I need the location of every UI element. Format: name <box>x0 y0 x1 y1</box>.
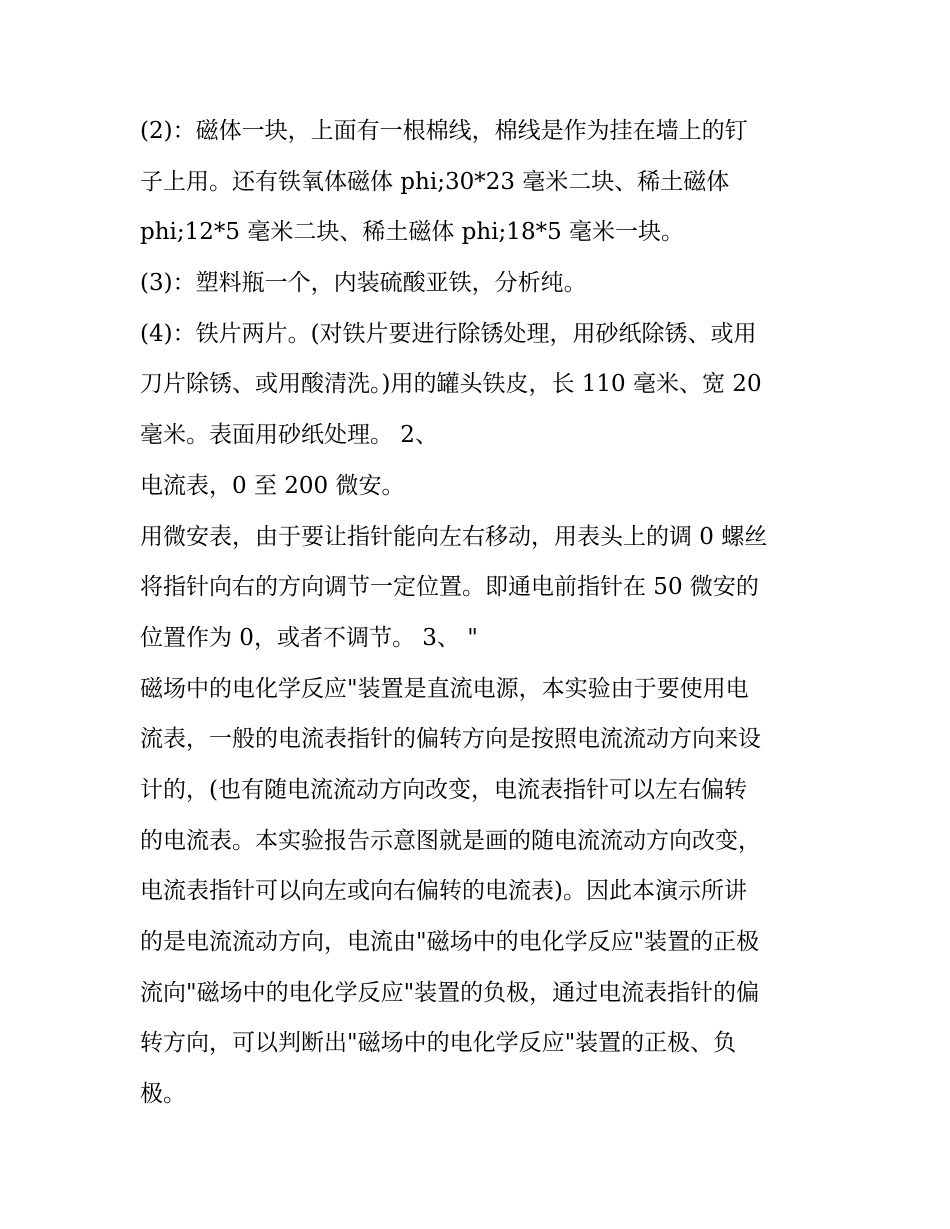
text-line: (4)：铁片两片。(对铁片要进行除锈处理，用砂纸除锈、或用 <box>140 320 757 347</box>
text-line: 磁场中的电化学反应"装置是直流电源，本实验由于要使用电 <box>140 675 749 702</box>
text-line: phi;12*5 毫米二块、稀土磁体 phi;18*5 毫米一块。 <box>140 219 685 246</box>
text-line: 电流表，0 至 200 微安。 <box>140 472 405 499</box>
text-line: 将指针向右的方向调节一定位置。即通电前指针在 50 微安的 <box>140 574 759 601</box>
text-line: 极。 <box>140 1081 186 1108</box>
text-line: 的是电流流动方向，电流由"磁场中的电化学反应"装置的正极 <box>140 929 760 955</box>
text-line: 位置作为 0，或者不调节。 3、 " <box>140 624 478 651</box>
text-line: 转方向，可以判断出"磁场中的电化学反应"装置的正极、负 <box>140 1030 737 1057</box>
text-line: 的电流表。本实验报告示意图就是画的随电流流动方向改变， <box>140 827 761 854</box>
text-line: 刀片除锈、或用酸清洗。)用的罐头铁皮，长 110 毫米、宽 20 <box>140 371 762 398</box>
text-line: (3)：塑料瓶一个，内装硫酸亚铁，分析纯。 <box>140 270 587 297</box>
text-line: 子上用。还有铁氧体磁体 phi;30*23 毫米二块、稀土磁体 <box>140 168 730 195</box>
text-line: 流向"磁场中的电化学反应"装置的负极，通过电流表指针的偏 <box>140 979 760 1006</box>
text-line: 电流表指针可以向左或向右偏转的电流表)。因此本演示所讲 <box>140 878 747 905</box>
text-line: 毫米。表面用砂纸处理。 2、 <box>140 422 438 449</box>
body-text <box>140 106 820 1120</box>
text-line: 流表，一般的电流表指针的偏转方向是按照电流流动方向来设 <box>140 726 761 753</box>
text-line: (2)：磁体一块，上面有一根棉线，棉线是作为挂在墙上的钉 <box>140 118 748 144</box>
text-line: 用微安表，由于要让指针能向左右移动，用表头上的调 0 螺丝 <box>140 523 768 550</box>
text-line: 计的，(也有随电流流动方向改变，电流表指针可以左右偏转 <box>140 776 747 803</box>
